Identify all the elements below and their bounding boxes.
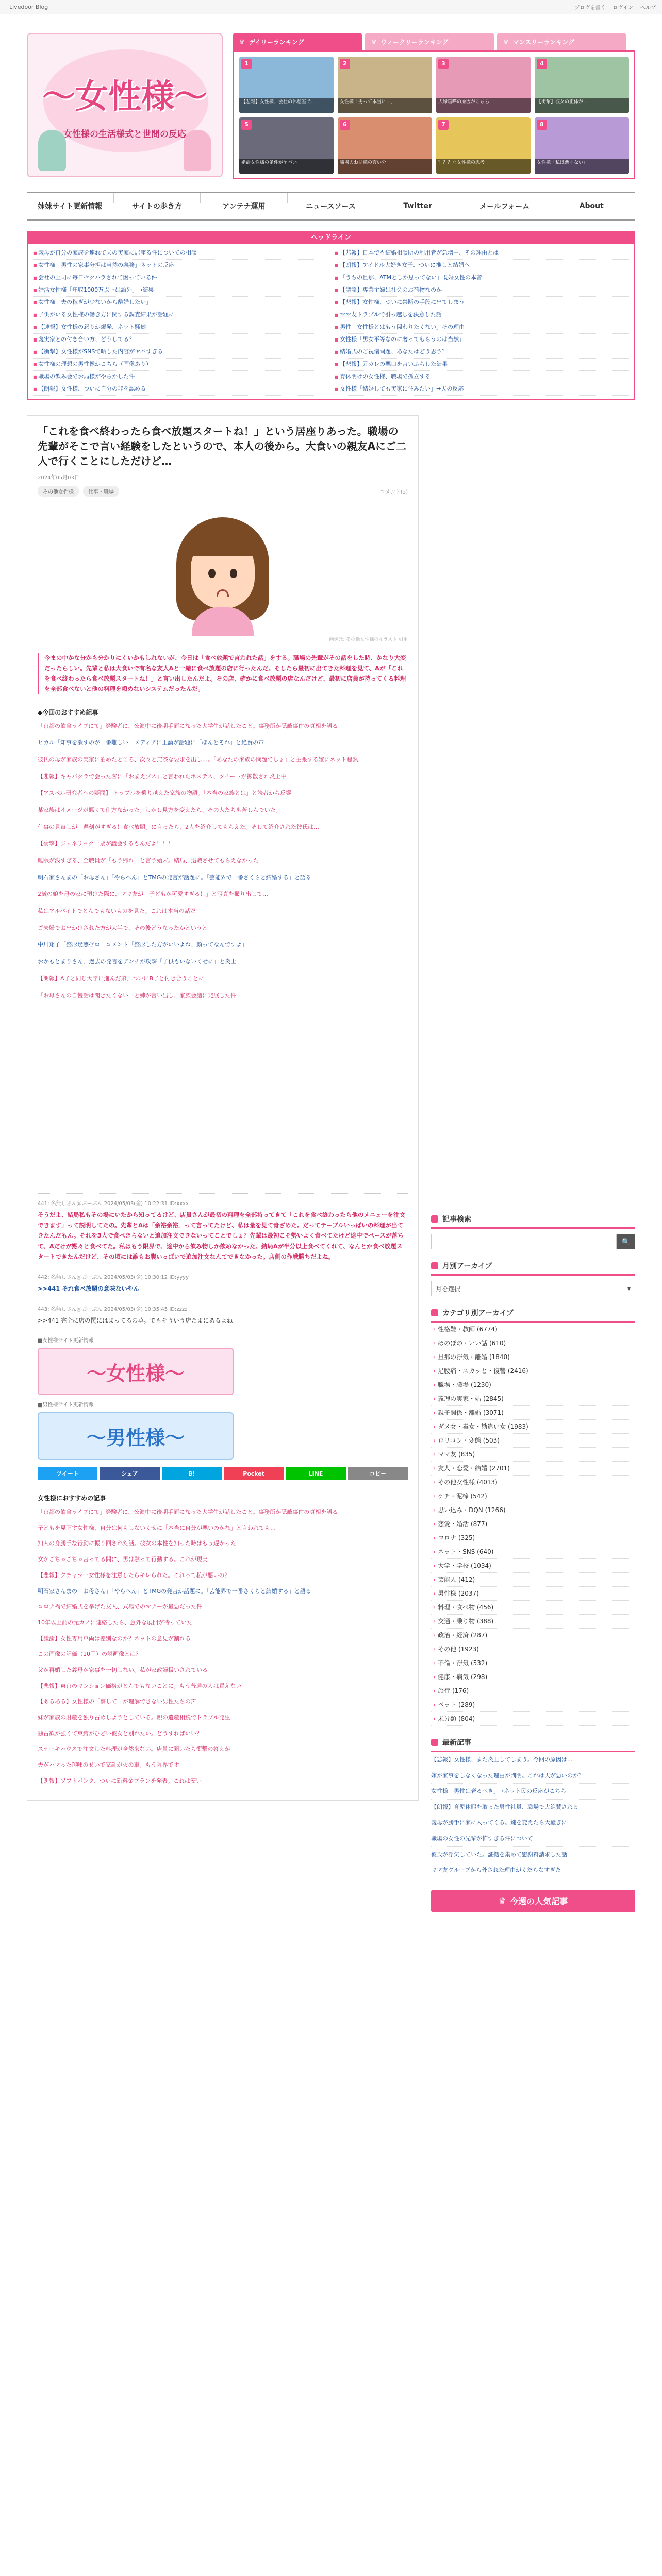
headline-item[interactable]: ■ 【議論】専業主婦は社会のお荷物なのか [335, 284, 629, 297]
headline-item[interactable]: ■ 職場の飲み会でお局様がやらかした件 [33, 371, 327, 383]
category-pill[interactable]: 仕事・職場 [83, 486, 119, 497]
search-widget [431, 1214, 635, 1249]
recent-article-link[interactable]: 彼氏が浮気していた。証拠を集めて慰謝料請求した話 [431, 1847, 635, 1863]
reco-link[interactable]: 父が再婚した義母が家事を一切しない。私が家政婦扱いされている [38, 1666, 208, 1673]
headline-item[interactable]: ■ 女性様「男女平等なのに奢ってもらうのは当然」 [335, 334, 629, 346]
category-link[interactable]: › 恋愛・婚活 (877) [431, 1517, 635, 1531]
rank-caption: 女性様「私は悪くない」 [535, 159, 629, 174]
article-lead: 今まの中かな分かも分かりにくいかもしれないが、今日は「食べ放題で言われた話」をする。職場の先輩がその話をした時、かなり大変だったらしい。先輩と私は大食いで有名な友人Aと一緒に食べ放題の店に行ったんだ。そしたら最初に出てきた料理を見て、Aが「これを食べ終わったら食べ放題スタートね！」と言い出したんだよ。その店、確かに食べ放題の店なんだけど、最初に店員が持ってくる料理を全部食べないと他の料理を頼めないシステムだったんだ。 [38, 653, 408, 694]
banner-label: ■女性様サイト更新情報 [38, 1338, 94, 1344]
login-link[interactable]: ログイン [613, 5, 633, 11]
category-link[interactable]: › 友人・恋愛・結婚 (2701) [431, 1462, 635, 1476]
headline-item[interactable]: ■ 義実家との付き合い方、どうしてる？ [33, 334, 327, 346]
category-link[interactable]: › その他女性様 (4013) [431, 1476, 635, 1489]
logo-title: 〜女性様〜 [42, 77, 207, 116]
ranking-item[interactable] [436, 57, 531, 113]
recent-article-link[interactable]: 女性様「男性は奢るべき」→ネット民の反応がこちら [431, 1784, 635, 1800]
reco-link[interactable]: 睡眠が浅すぎる、全職員が「もう帰れ」と言う始末。結局、退職させてもらえなかった [38, 857, 259, 864]
reco-link[interactable]: 明石家さんまの「お母さん」「やらへん」とTMGの発言が話題に。「芸能界で一番さくらと結婚する」と語る [38, 1587, 311, 1595]
ranking-tab[interactable] [497, 33, 626, 50]
reco-link[interactable]: 女がごちゃごちゃ言ってる間に、男は黙って行動する。これが現実 [38, 1556, 208, 1563]
category-link[interactable]: › 交通・乗り物 (388) [431, 1615, 635, 1629]
article-date: 2024年05月03日 [38, 475, 79, 481]
nav-link[interactable]: アンテナ運用 [201, 193, 288, 219]
write-blog-link[interactable]: ブログを書く [574, 5, 606, 11]
reco-link[interactable]: この画像の評価（10円）の謎画像とは？ [38, 1651, 141, 1658]
category-link[interactable]: › 思い込み・DQN (1266) [431, 1503, 635, 1517]
category-link[interactable]: › 職場・職場 (1230) [431, 1378, 635, 1392]
share-button[interactable]: Pocket [224, 1467, 284, 1480]
category-link[interactable]: › 親子関係・離婚 (3071) [431, 1406, 635, 1420]
reco-link[interactable]: 【議論】女性専用車両は差別なのか？ネットの意見が割れる [38, 1635, 191, 1642]
reco-link[interactable]: ヒカル「知事を潰すのが一番難しい」メディアに正論が話題に「ほんとそれ」と絶賛の声 [38, 739, 264, 747]
rank-caption: 夫婦喧嘩の原因がこちら [436, 98, 531, 113]
reco-link[interactable]: 【悲報】クチャラー女性様を注意したらキレられた。これって私が悪いの？ [38, 1571, 230, 1579]
headline-item[interactable]: ■ ママ友トラブルで引っ越しを決意した話 [335, 309, 629, 321]
reco-link[interactable]: 【悲報】キャバクラで会った客に「おまえブス」と言われたホステス、ツイートが拡散され炎上中 [38, 773, 287, 780]
headline-item[interactable]: ■ 会社の上司に毎日セクハラされて困っている件 [33, 272, 327, 284]
ranking-grid [233, 50, 635, 179]
headline-item[interactable]: ■ 婚活女性様「年収1000万以下は論外」→結果 [33, 284, 327, 297]
comment-header: 442: 名無しさん＠おーぷん 2024/05/03(金) 10:30:12 ID:yyyy [38, 1274, 189, 1280]
headline-item[interactable]: ■ 【速報】女性様の怒りが爆発、ネット騒然 [33, 321, 327, 334]
reco-link[interactable]: コロナ禍で結婚式を挙げた友人、式場でのマナーが最悪だった件 [38, 1603, 202, 1611]
reco-link[interactable]: 仕事の見直しが「遅刻がすぎる！食べ放題」に言ったら、2人を紹介してもらえた。そして紹介された彼氏は… [38, 823, 319, 831]
reco-link[interactable]: 知人の身勝手な行動に振り回された話。彼女の本性を知った時はもう遅かった [38, 1540, 236, 1547]
reco-link[interactable]: 「京都の飲食ライブにて」経験者に、公演中に後期手面になった大学生が話したこと。事務所が隠蔽事件の真相を語る [38, 1509, 338, 1516]
headline-item[interactable]: ■ 女性様「夫の稼ぎが少ないから離婚したい」 [33, 297, 327, 309]
category-link[interactable]: › 政治・経済 (287) [431, 1629, 635, 1642]
reco-link[interactable]: 【衝撃】ジェネリック一票が議会するもんだよ！！！ [38, 840, 174, 848]
rank-caption: 職場のお局様の言い分 [338, 159, 432, 174]
comment-count[interactable]: コメント(3) [379, 489, 408, 495]
popular-articles-button[interactable]: ♛ 今週の人気記事 [431, 1890, 635, 1912]
rank-caption: 女性様「男って本当に...」 [338, 98, 432, 113]
rank-caption: 【衝撃】彼女の正体が... [535, 98, 629, 113]
share-button[interactable]: B! [162, 1467, 222, 1480]
rank-number: 1 [241, 59, 252, 69]
headline-item[interactable]: ■ 【朗報】アイドル大好き女子、ついに推しと結婚へ [335, 260, 629, 272]
reco-link[interactable]: 「京都の飲食ライブにて」経験者に、公演中に後期手面になった大学生が話したこと。事務所が隠蔽事件の真相を語る [38, 722, 338, 730]
comment-header: 441: 名無しさん＠おーぷん 2024/05/03(金) 10:22:31 ID:xxxx [38, 1201, 189, 1207]
sister-site-banner[interactable]: 〜男性様〜 [38, 1412, 234, 1460]
sister-site-banner[interactable]: 〜女性様〜 [38, 1348, 234, 1395]
nav-link[interactable]: サイトの歩き方 [114, 193, 201, 219]
ranking-tab[interactable] [233, 33, 362, 50]
headline-item[interactable]: ■ 女性様「男性の家事分担は当然の義務」ネットの反応 [33, 260, 327, 272]
reco-link[interactable]: 【あるある】女性様の「察して」が理解できない男性たちの声 [38, 1698, 196, 1705]
recent-article-link[interactable]: 義母が勝手に家に入ってくる。鍵を変えたら大騒ぎに [431, 1815, 635, 1831]
image-caption: 画像元: その他女性様のイラスト 引用 [329, 637, 408, 642]
blog-brand[interactable]: Livedoor Blog [9, 4, 48, 10]
recent-article-link[interactable]: 【朗報】育児休暇を取った男性社員、職場で大絶賛される [431, 1800, 635, 1816]
headline-item[interactable]: ■ 【悲報】女性様、ついに禁断の手段に出てしまう [335, 297, 629, 309]
headline-item[interactable]: ■ 男性「女性様とはもう関わりたくない」その理由 [335, 321, 629, 334]
reco-link[interactable]: 独占欲が強くて束縛がひどい彼女と別れたい。どうすればいい？ [38, 1730, 202, 1737]
sidebar [431, 415, 635, 1912]
share-button[interactable]: コピー [348, 1467, 408, 1480]
headline-item[interactable]: ■ 女性様「結婚しても実家に住みたい」→夫の反応 [335, 383, 629, 396]
logo-character-right [184, 130, 211, 171]
category-link[interactable]: › 旦那の浮気・離婚 (1840) [431, 1350, 635, 1364]
article [27, 415, 419, 1801]
share-button[interactable]: ツイート [38, 1467, 97, 1480]
category-link[interactable]: › 未分類 (804) [431, 1712, 635, 1726]
ranking-tab-label: デイリーランキング [249, 38, 304, 46]
category-link[interactable]: › 不倫・浮気 (532) [431, 1656, 635, 1670]
nav-link[interactable]: Twitter [374, 193, 461, 219]
reco-link[interactable]: ステーキハウスで注文した料理が全然来ない。店員に聞いたら衝撃の答えが [38, 1745, 230, 1753]
reco-link[interactable]: 【悲報】東京のマンション価格がとんでもないことに。もう普通の人は買えない [38, 1682, 242, 1689]
ranking-item[interactable] [239, 117, 334, 174]
category-link[interactable]: › ロリコン・変態 (503) [431, 1434, 635, 1448]
reco-link[interactable]: 中川翔子「整形疑惑ゼロ」コメント「整形した方がいいよね、顔ってなんですよ」 [38, 941, 247, 948]
ranking-tab-label: ウィークリーランキング [380, 38, 449, 46]
widget-title: 月別アーカイブ [442, 1262, 492, 1270]
recent-article-link[interactable]: 嫁が家事をしなくなった理由が判明。これは夫が悪いのか？ [431, 1768, 635, 1784]
main-column [27, 415, 419, 1912]
rank-caption: ？？？な女性様の思考 [436, 159, 531, 174]
nav-link[interactable]: メールフォーム [461, 193, 549, 219]
share-button[interactable]: シェア [100, 1467, 159, 1480]
recent-article-link[interactable]: ママ友グループから外された理由がくだらなすぎた [431, 1862, 635, 1878]
rank-number: 6 [340, 120, 350, 130]
share-button[interactable]: LINE [286, 1467, 345, 1480]
headline-item[interactable]: ■ 「うちの旦那、ATMとしか思ってない」既婚女性の本音 [335, 272, 629, 284]
headline-title: ヘッドライン [28, 232, 634, 244]
headline-item[interactable]: ■ 結婚式のご祝儀問題、あなたはどう思う？ [335, 346, 629, 359]
rank-number: 5 [241, 120, 252, 130]
category-link[interactable]: › ペット (289) [431, 1698, 635, 1712]
search-button[interactable]: 🔍 [617, 1234, 635, 1249]
recent-article-link[interactable]: 職場の女性の先輩が怖すぎる件について [431, 1831, 635, 1847]
widget-title: 最新記事 [442, 1739, 471, 1747]
headline-item[interactable]: ■ 【朗報】女性様、ついに自分の非を認める [33, 383, 327, 396]
reco-link[interactable]: 彼氏の母が家族の実家に泊めたところ、次々と無茶な要求を出し…。「あなたの家族の問題でしょ」と主張する嫁にネット騒然 [38, 756, 358, 763]
category-link[interactable]: › コロナ (325) [431, 1531, 635, 1545]
category-link[interactable]: › 性格難・教師 (6774) [431, 1323, 635, 1336]
rank-number: 7 [438, 120, 449, 130]
reco-link[interactable]: 【朗報】ソフトバンク、ついに新料金プランを発表。これは安い [38, 1777, 202, 1784]
end-reco-title: 女性様におすすめの記事 [38, 1495, 106, 1502]
rank-number: 3 [438, 59, 449, 69]
ranking-item[interactable] [239, 57, 334, 113]
category-link[interactable]: › 男性様 (2037) [431, 1587, 635, 1601]
ranking-panel [233, 33, 635, 188]
comment-body: >>441 完全に店の罠にはまってるの草。でもそういう店たまにあるよね [38, 1316, 233, 1324]
ranking-item[interactable] [436, 117, 531, 174]
crown-icon: ♛ [239, 38, 245, 45]
reco-title: ◆今回のおすすめ記事 [38, 708, 98, 716]
headline-item[interactable]: ■ 女性様の理想の男性像がこちら（画像あり） [33, 359, 327, 371]
widget-title: カテゴリ別アーカイブ [442, 1309, 514, 1317]
category-link[interactable]: › 大学・学校 (1034) [431, 1559, 635, 1573]
category-link[interactable]: › その他 (1923) [431, 1642, 635, 1656]
rank-caption: 【悲報】女性様、会社の休憩室で... [239, 98, 334, 113]
comment-body: そうだよ、結局私もその場にいたから知ってるけど、店員さんが最初の料理を全部持ってきて「これを食べ終わったら他のメニューを注文できます」って説明してたの。先輩とAは「余裕余裕」って言ってたけど、私は量を見て青ざめた。だってテーブルいっぱいの料理が出てきたんだもん。それを3人で食べきらないと追加注文できないってことでしょ？先輩は最初こそ勢いよく食べてたけど途中でペースが落ちて、Aだけが黙々と食べてた。私はもう限界で、途中から飲み物しか飲めなかった。結局Aが半分以上食べてくれて、なんとか食べ放題スタートできたんだけど、その頃には誰もお腹いっぱいで追加注文なんてできなかった。店側の作戦勝ちだよね。 [38, 1211, 405, 1260]
site-logo[interactable] [27, 33, 223, 177]
ranking-tab[interactable] [365, 33, 494, 50]
reco-link[interactable]: 【朗報】A子と同じ大学に進んだ弟、ついにB子と付き合うことに [38, 975, 205, 982]
article-title: 「これを食べ終わったら食べ放題スタートね！」という居座りあった。職場の先輩がそこで言い経験をしたというので、本人の後から。大食いの親友Aにご二人で行くことにしただけど… [38, 425, 407, 467]
comment-header: 443: 名無しさん＠おーぷん 2024/05/03(金) 10:35:45 ID:zzzz [38, 1306, 188, 1312]
crown-icon: ♛ [498, 1896, 506, 1906]
ranking-item[interactable] [535, 57, 629, 113]
recent-article-link[interactable]: 【悲報】女性様、また炎上してしまう。今回の原因は... [431, 1752, 635, 1768]
category-pill[interactable]: その他女性様 [38, 486, 79, 497]
banner-label: ■男性様サイト更新情報 [38, 1402, 94, 1409]
main-nav [27, 192, 635, 221]
category-link[interactable]: › ほのぼの・いい話 (610) [431, 1336, 635, 1350]
nav-link[interactable]: ニュースソース [288, 193, 375, 219]
comment-body: >>441 それ食べ放題の意味ないやん [38, 1284, 139, 1292]
ranking-item[interactable] [338, 57, 432, 113]
crown-icon: ♛ [503, 38, 509, 45]
category-link[interactable]: › ママ友 (835) [431, 1448, 635, 1462]
crown-icon: ♛ [371, 38, 377, 45]
headline-item[interactable]: ■ 子供がいる女性様の働き方に関する調査結果が話題に [33, 309, 327, 321]
reco-link[interactable]: ご夫婦でお出かけされた方が大半で、その後どうなったかというと [38, 924, 208, 931]
nav-link[interactable]: About [548, 193, 635, 219]
category-link[interactable]: › 健康・病気 (298) [431, 1670, 635, 1684]
reco-link[interactable]: 「お母さんの自慢話は聞きたくない」と姉が言い出し、家族会議に発展した件 [38, 992, 236, 999]
rank-number: 8 [537, 120, 547, 130]
ranking-item[interactable] [535, 117, 629, 174]
category-widget [431, 1308, 635, 1726]
top-bar [0, 0, 662, 14]
article-illustration [161, 512, 285, 636]
rank-caption: 婚活女性様の条件がヤバい [239, 159, 334, 174]
category-link[interactable]: › 旅行 (176) [431, 1684, 635, 1698]
comment [38, 1267, 408, 1299]
recent-widget [431, 1737, 635, 1878]
headline-item[interactable]: ■ 育休明けの女性様、職場で孤立する [335, 371, 629, 383]
reco-link[interactable]: 【アスベル研究者への疑問】 トラブルを乗り越えた家族の物語。「本当の家族とは」と読者から反響 [38, 790, 292, 797]
headline-box [27, 231, 635, 400]
category-link[interactable]: › ダメ女・毒女・勘違い女 (1983) [431, 1420, 635, 1434]
logo-character-left [38, 130, 66, 171]
chevron-down-icon: ▾ [627, 1285, 631, 1292]
category-link[interactable]: › ネット・SNS (640) [431, 1545, 635, 1559]
headline-item[interactable]: ■ 義母が自分の家族を連れて夫の実家に居座る件についての相談 [33, 247, 327, 260]
category-link[interactable]: › 芸能人 (412) [431, 1573, 635, 1587]
reco-link[interactable]: 某家族はイメージが悪くて仕方なかった。しかし見方を変えたら、その人たちも苦しんでいた。 [38, 806, 282, 814]
reco-link[interactable]: 私はアルバイトでとんでもないものを見た。これは本当の話だ [38, 908, 196, 915]
logo-tagline: 女性様の生活様式と世間の反応 [63, 129, 186, 140]
archive-widget [431, 1261, 635, 1296]
rank-number: 4 [537, 59, 547, 69]
archive-select[interactable]: 月を選択 ▾ [431, 1281, 635, 1296]
headline-item[interactable]: ■ 【悲報】日本でも結婚相談所の利用者が急増中、その理由とは [335, 247, 629, 260]
reco-link[interactable]: おかもとまりさん、過去の発言をアンチが攻撃「子供もいないくせに」と炎上 [38, 958, 237, 965]
reco-link[interactable]: 妹が家族の財産を独り占めしようとしている。親の遺産相続でトラブル発生 [38, 1714, 230, 1721]
reco-link[interactable]: 10年以上前の元カノに連絡したら、意外な展開が待っていた [38, 1619, 192, 1626]
ad-space [38, 1008, 408, 1193]
category-link[interactable]: › 料理・食べ物 (456) [431, 1601, 635, 1615]
site-header [27, 33, 635, 188]
reco-link[interactable]: 明石家さんまの「お母さん」「やらへん」とTMGの発言が話題に。「芸能界で一番さくらと結婚する」と語る [38, 874, 311, 881]
ranking-item[interactable] [338, 117, 432, 174]
reco-link[interactable]: 子どもを見下す女性様、自分は何もしないくせに「本当に自分が悪いのかな」と言われても… [38, 1524, 276, 1531]
rank-number: 2 [340, 59, 350, 69]
comment [38, 1193, 408, 1267]
widget-title: 記事検索 [442, 1215, 471, 1224]
search-input[interactable] [431, 1234, 617, 1249]
category-link[interactable]: › ケチ・泥棒 (542) [431, 1489, 635, 1503]
headline-item[interactable]: ■ 【衝撃】女性様がSNSで晒した内容がヤバすぎる [33, 346, 327, 359]
help-link[interactable]: ヘルプ [640, 5, 656, 11]
nav-link[interactable]: 姉妹サイト更新情報 [27, 193, 114, 219]
comment [38, 1299, 408, 1331]
reco-link[interactable]: 2歳の娘を母の家に預けた際に、ママ友が「子どもが可愛すぎる！」と写真を撮り出して… [38, 891, 268, 898]
category-link[interactable]: › 足腰痛・スカッと・復讐 (2416) [431, 1364, 635, 1378]
reco-link[interactable]: 夫がハマった趣味のせいで家計が火の車。もう限界です [38, 1761, 179, 1769]
ranking-tab-label: マンスリーランキング [512, 38, 575, 46]
category-link[interactable]: › 義理の実家・姑 (2845) [431, 1392, 635, 1406]
headline-item[interactable]: ■ 【悲報】元カレの悪口を言いふらした結果 [335, 359, 629, 371]
